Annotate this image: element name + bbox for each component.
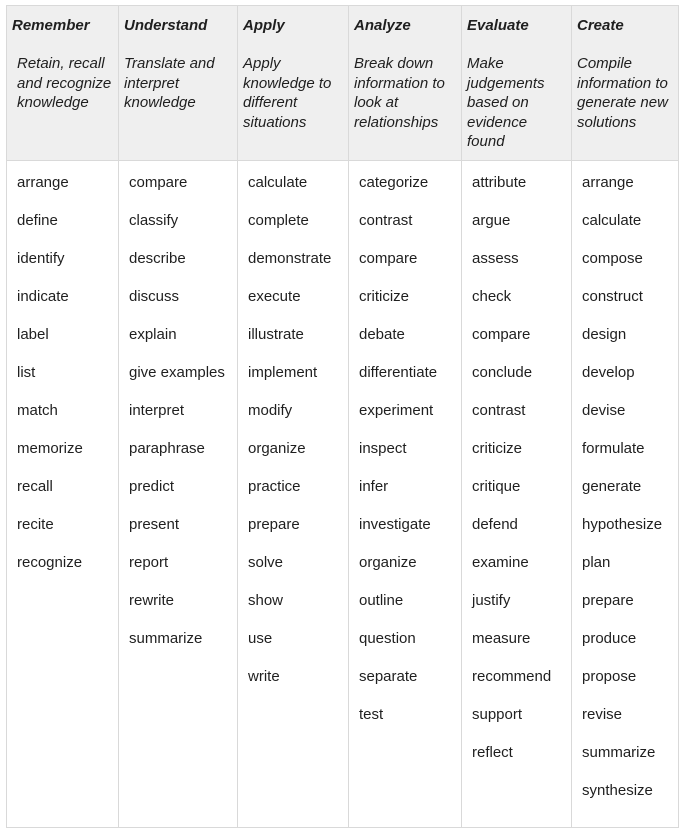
verb-item: develop — [582, 363, 635, 381]
verb-item: reflect — [472, 743, 513, 761]
verb-item: paraphrase — [129, 439, 205, 457]
verb-item: define — [17, 211, 58, 229]
column-title: Understand — [124, 17, 208, 34]
column-description: Apply knowledge to different situations — [243, 55, 332, 131]
verb-item: implement — [248, 363, 318, 381]
verb-item: prepare — [248, 515, 300, 533]
verb-item: generate — [582, 477, 642, 495]
column-title: Remember — [12, 17, 90, 34]
column-title: Apply — [243, 17, 285, 34]
header-cell-apply — [238, 6, 349, 161]
verb-item: prepare — [582, 591, 634, 609]
verb-item: formulate — [582, 439, 645, 457]
column-title: Analyze — [354, 17, 411, 34]
verbs-cell-understand — [119, 160, 238, 827]
verb-item: measure — [472, 629, 531, 647]
verb-item: support — [472, 705, 523, 723]
verb-item: test — [359, 705, 384, 723]
header-cell-analyze — [349, 6, 462, 161]
verb-item: calculate — [248, 173, 308, 191]
column-description: Break down information to look at relationships — [354, 55, 445, 131]
verb-item: attribute — [472, 173, 527, 191]
verb-item: present — [129, 515, 180, 533]
verb-list — [472, 173, 565, 762]
verb-item: outline — [359, 591, 404, 609]
bloom-taxonomy-table — [6, 5, 679, 828]
verb-item: criticize — [472, 439, 523, 457]
verb-item: discuss — [129, 287, 180, 305]
verb-item: interpret — [129, 401, 185, 419]
verb-item: contrast — [472, 401, 526, 419]
verb-item: summarize — [129, 629, 203, 647]
column-description: Translate and interpret knowledge — [124, 55, 215, 111]
verb-item: summarize — [582, 743, 656, 761]
verb-item: practice — [248, 477, 301, 495]
verb-item: execute — [248, 287, 301, 305]
column-description: Make judgements based on evidence found — [467, 55, 545, 150]
verb-item: question — [359, 629, 416, 647]
verb-item: arrange — [582, 173, 634, 191]
verb-item: design — [582, 325, 627, 343]
verb-item: solve — [248, 553, 284, 571]
verb-item: compare — [359, 249, 418, 267]
verb-item: illustrate — [248, 325, 304, 343]
verb-item: compose — [582, 249, 643, 267]
verb-item: describe — [129, 249, 186, 267]
verb-item: complete — [248, 211, 309, 229]
verbs-cell-create — [572, 160, 679, 827]
verb-list — [129, 173, 231, 648]
verb-item: recognize — [17, 553, 83, 571]
verb-item: list — [17, 363, 36, 381]
verb-item: recite — [17, 515, 54, 533]
verb-list — [248, 173, 342, 686]
column-title: Create — [577, 17, 624, 34]
table-header — [7, 6, 679, 161]
verbs-cell-analyze — [349, 160, 462, 827]
verb-item: synthesize — [582, 781, 653, 799]
verb-item: plan — [582, 553, 611, 571]
verb-item: predict — [129, 477, 175, 495]
verb-item: revise — [582, 705, 623, 723]
verb-item: compare — [129, 173, 188, 191]
verb-item: conclude — [472, 363, 533, 381]
verb-item: investigate — [359, 515, 431, 533]
verb-item: organize — [359, 553, 417, 571]
verb-item: experiment — [359, 401, 434, 419]
verb-item: report — [129, 553, 169, 571]
verb-item: organize — [248, 439, 306, 457]
verb-item: label — [17, 325, 49, 343]
verb-item: compare — [472, 325, 531, 343]
verb-list — [582, 173, 672, 800]
verb-item: classify — [129, 211, 179, 229]
header-cell-remember — [7, 6, 119, 161]
column-description: Compile information to generate new solutions — [577, 55, 668, 131]
verb-item: propose — [582, 667, 637, 685]
verbs-cell-evaluate — [462, 160, 572, 827]
verb-item: recall — [17, 477, 53, 495]
verb-item: defend — [472, 515, 518, 533]
verb-item: construct — [582, 287, 643, 305]
verb-item: infer — [359, 477, 389, 495]
verb-item: demonstrate — [248, 249, 332, 267]
verb-item: produce — [582, 629, 637, 647]
verb-item: recommend — [472, 667, 552, 685]
verb-item: arrange — [17, 173, 69, 191]
verbs-cell-apply — [238, 160, 349, 827]
verbs-row — [7, 160, 679, 827]
verb-item: write — [248, 667, 280, 685]
verb-item: devise — [582, 401, 626, 419]
verb-item: check — [472, 287, 512, 305]
verb-item: show — [248, 591, 284, 609]
verb-item: categorize — [359, 173, 429, 191]
verb-item: argue — [472, 211, 511, 229]
header-row — [7, 6, 679, 161]
verb-item: assess — [472, 249, 519, 267]
verb-item: critique — [472, 477, 521, 495]
column-title: Evaluate — [467, 17, 529, 34]
verb-item: contrast — [359, 211, 413, 229]
verb-item: justify — [472, 591, 511, 609]
verb-item: explain — [129, 325, 177, 343]
header-cell-understand — [119, 6, 238, 161]
column-description: Retain, recall and recognize knowledge — [17, 55, 112, 111]
table-body — [7, 160, 679, 827]
verb-item: inspect — [359, 439, 407, 457]
verb-item: rewrite — [129, 591, 175, 609]
verb-item: debate — [359, 325, 405, 343]
verb-item: use — [248, 629, 273, 647]
verb-item: identify — [17, 249, 65, 267]
verb-item: hypothesize — [582, 515, 663, 533]
header-cell-create — [572, 6, 679, 161]
verbs-cell-remember — [7, 160, 119, 827]
verb-item: criticize — [359, 287, 410, 305]
verb-item: memorize — [17, 439, 83, 457]
verb-item: examine — [472, 553, 529, 571]
verb-item: match — [17, 401, 58, 419]
verb-item: calculate — [582, 211, 642, 229]
header-cell-evaluate — [462, 6, 572, 161]
verb-list — [17, 173, 112, 572]
verb-item: separate — [359, 667, 418, 685]
verb-item: differentiate — [359, 363, 438, 381]
verb-item: give examples — [129, 363, 225, 381]
verb-item: modify — [248, 401, 293, 419]
verb-item: indicate — [17, 287, 69, 305]
verb-list — [359, 173, 455, 724]
